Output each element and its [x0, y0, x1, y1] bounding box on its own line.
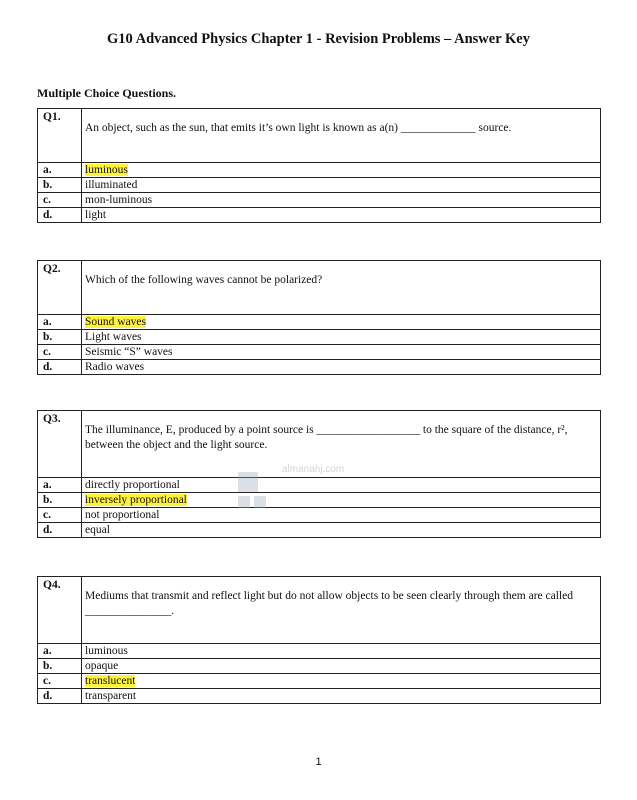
- question-text: Mediums that transmit and reflect light but do not allow objects to be seen clearly through them are called _______________.: [82, 577, 601, 644]
- option-text: luminous: [82, 644, 601, 659]
- question-stem-row: [38, 109, 601, 163]
- option-row: [38, 674, 601, 689]
- option-text-highlighted: inversely proportional: [85, 494, 187, 506]
- option-letter: d.: [38, 208, 82, 223]
- option-letter: c.: [38, 193, 82, 208]
- question-number: Q1.: [38, 109, 82, 163]
- option-text: Radio waves: [82, 360, 601, 375]
- option-row: [38, 360, 601, 375]
- option-text: directly proportional: [82, 478, 601, 493]
- question-3-table: [37, 410, 601, 538]
- question-text: An object, such as the sun, that emits it’s own light is known as a(n) _____________ source.: [82, 109, 601, 163]
- option-row: [38, 208, 601, 223]
- option-row: [38, 193, 601, 208]
- option-row: [38, 330, 601, 345]
- option-letter: d.: [38, 689, 82, 704]
- option-text: opaque: [82, 659, 601, 674]
- question-stem-row: [38, 411, 601, 478]
- question-stem-row: [38, 577, 601, 644]
- option-letter: d.: [38, 360, 82, 375]
- question-number: Q4.: [38, 577, 82, 644]
- question-1-table: [37, 108, 601, 223]
- option-row: [38, 508, 601, 523]
- option-row: [38, 345, 601, 360]
- option-letter: c.: [38, 345, 82, 360]
- option-row: [38, 315, 601, 330]
- page-number: 1: [315, 756, 322, 768]
- option-letter: a.: [38, 478, 82, 493]
- question-text: Which of the following waves cannot be polarized?: [82, 261, 601, 315]
- option-text: mon-luminous: [82, 193, 601, 208]
- option-row: [38, 644, 601, 659]
- option-text: Seismic “S” waves: [82, 345, 601, 360]
- option-row: [38, 163, 601, 178]
- option-text-highlighted: translucent: [85, 675, 136, 687]
- option-row: [38, 523, 601, 538]
- question-text: The illuminance, E, produced by a point source is __________________ to the square of the distance, r², between the object and the light source.: [82, 411, 601, 478]
- question-number: Q2.: [38, 261, 82, 315]
- option-text: transparent: [82, 689, 601, 704]
- option-letter: a.: [38, 163, 82, 178]
- option-text-highlighted: Sound waves: [85, 316, 147, 328]
- option-text: light: [82, 208, 601, 223]
- question-stem-row: [38, 261, 601, 315]
- option-text: illuminated: [82, 178, 601, 193]
- question-4-table: [37, 576, 601, 704]
- option-letter: b.: [38, 330, 82, 345]
- watermark-url: almanahj.com: [282, 464, 345, 475]
- option-text: not proportional: [82, 508, 601, 523]
- option-letter: b.: [38, 493, 82, 508]
- document-title: G10 Advanced Physics Chapter 1 - Revision Problems – Answer Key: [107, 31, 530, 47]
- option-text-highlighted: luminous: [85, 164, 128, 176]
- option-letter: d.: [38, 523, 82, 538]
- section-heading: Multiple Choice Questions.: [37, 86, 177, 100]
- option-letter: a.: [38, 315, 82, 330]
- option-letter: c.: [38, 674, 82, 689]
- option-row: [38, 659, 601, 674]
- option-row: [38, 478, 601, 493]
- option-text: Light waves: [82, 330, 601, 345]
- question-2-table: [37, 260, 601, 375]
- option-letter: a.: [38, 644, 82, 659]
- option-text: equal: [82, 523, 601, 538]
- option-letter: b.: [38, 659, 82, 674]
- option-row: [38, 493, 601, 508]
- option-row: [38, 178, 601, 193]
- option-letter: c.: [38, 508, 82, 523]
- question-number: Q3.: [38, 411, 82, 478]
- option-row: [38, 689, 601, 704]
- option-letter: b.: [38, 178, 82, 193]
